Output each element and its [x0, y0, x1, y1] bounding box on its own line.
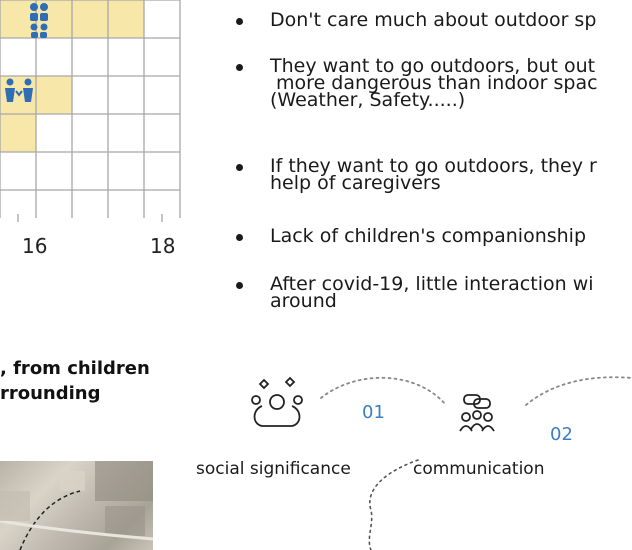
x-tick-label: 16 [22, 234, 48, 258]
node-label: communication [413, 459, 545, 479]
flow-connector [369, 460, 418, 550]
bullet-dot [236, 64, 243, 71]
highlighted-cell [108, 0, 144, 38]
node-label: social significance [196, 459, 351, 479]
bullet-dot [236, 234, 243, 241]
list-item-text: If they want to go outdoors, they r help of caregivers [270, 155, 597, 194]
list-item-text: After covid-19, little interaction wi around [270, 273, 594, 312]
aerial-map-image [0, 461, 153, 550]
bullet-dot [236, 282, 243, 289]
flow-connector [321, 378, 446, 405]
highlighted-cell [36, 76, 72, 114]
caption-line: rrounding [0, 383, 101, 404]
group-chat-icon [460, 395, 494, 431]
occupancy-grid [0, 0, 200, 225]
flow-connector [526, 377, 632, 405]
highlighted-cell [0, 114, 36, 152]
bullet-dot [236, 18, 243, 25]
list-item-text: Don't care much about outdoor sp [270, 9, 597, 31]
caption-line: , from children [0, 358, 150, 379]
step-number: 02 [550, 424, 573, 445]
list-item-text: Lack of children's companionship [270, 225, 587, 247]
x-tick-label: 18 [150, 234, 176, 258]
list-item-text: They want to go outdoors, but out more dangerous than indoor spac (Weather, Safety.....) [270, 55, 598, 111]
bullet-dot [236, 164, 243, 171]
highlighted-cell [72, 0, 108, 38]
sparkle-people-icon [252, 378, 302, 426]
step-number: 01 [362, 402, 385, 423]
flow-diagram [196, 360, 632, 550]
